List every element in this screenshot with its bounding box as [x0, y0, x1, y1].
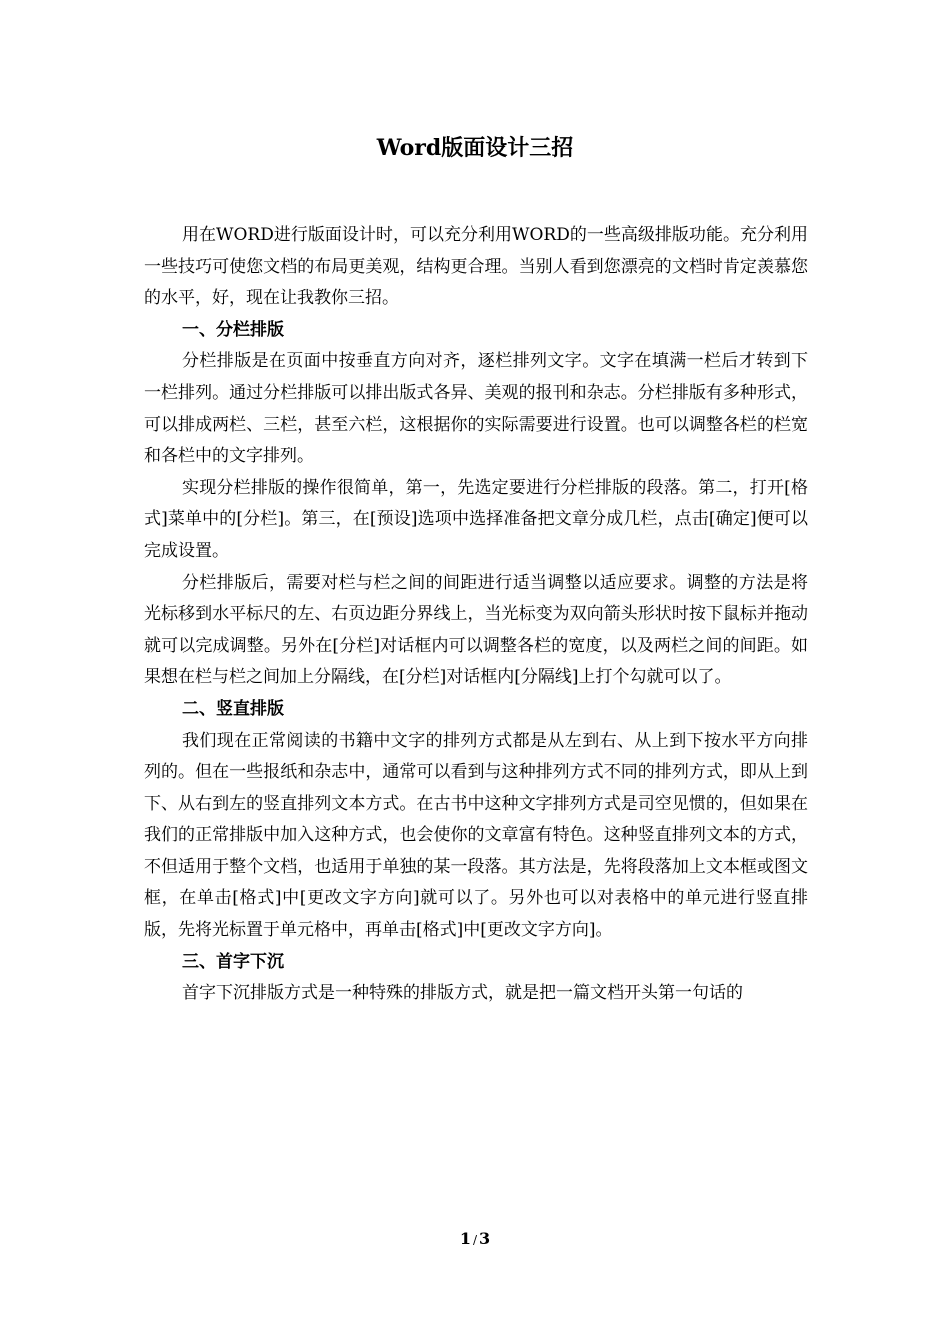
intro-paragraph: 用在WORD进行版面设计时，可以充分利用WORD的一些高级排版功能。充分利用一些技巧可使您文档的布局更美观，结构更合理。当别人看到您漂亮的文档时肯定羡慕您的水平，好，现在让我教你三招。 — [144, 225, 808, 309]
section3-paragraph-1: 首字下沉排版方式是一种特殊的排版方式，就是把一篇文档开头第一句话的 — [182, 983, 743, 1004]
page-separator: / — [472, 1233, 478, 1247]
section1-paragraph-1: 分栏排版是在页面中按垂直方向对齐，逐栏排列文字。文字在填满一栏后才转到下一栏排列。通过分栏排版可以排出版式各异、美观的报刊和杂志。分栏排版有多种形式，可以排成两栏、三栏，甚至六栏，这根据你的实际需要进行设置。也可以调整各栏的栏宽和各栏中的文字排列。 — [144, 351, 808, 467]
section-heading-dropcap: 三、首字下沉 — [182, 951, 284, 972]
document-title: Word版面设计三招 — [376, 135, 574, 161]
section-heading-vertical: 二、竖直排版 — [182, 698, 284, 719]
section1-paragraph-3: 分栏排版后，需要对栏与栏之间的间距进行适当调整以适应要求。调整的方法是将光标移到水平标尺的左、右页边距分界线上，当光标变为双向箭头形状时按下鼠标并拖动就可以完成调整。另外在[分栏]对话框内可以调整各栏的宽度，以及两栏之间的间距。如果想在栏与栏之间加上分隔线，在[分栏]对话框内[分隔线]上打个勾就可以了。 — [144, 572, 808, 688]
current-page-number: 1 — [459, 1229, 471, 1248]
total-pages-number: 3 — [479, 1229, 491, 1248]
section-heading-columns: 一、分栏排版 — [182, 319, 284, 340]
document-body — [144, 220, 808, 1010]
page-number — [0, 1228, 950, 1251]
section2-paragraph-1: 我们现在正常阅读的书籍中文字的排列方式都是从左到右、从上到下按水平方向排列的。但在一些报纸和杂志中，通常可以看到与这种排列方式不同的排列方式，即从上到下、从右到左的竖直排列文本方式。在古书中这种文字排列方式是司空见惯的，但如果在我们的正常排版中加入这种方式，也会使你的文章富有特色。这种竖直排列文本的方式，不但适用于整个文档，也适用于单独的某一段落。其方法是，先将段落加上文本框或图文框，在单击[格式]中[更改文字方向]就可以了。另外也可以对表格中的单元进行竖直排版，先将光标置于单元格中，再单击[格式]中[更改文字方向]。 — [144, 730, 808, 941]
section1-paragraph-2: 实现分栏排版的操作很简单，第一，先选定要进行分栏排版的段落。第二，打开[格式]菜单中的[分栏]。第三，在[预设]选项中选择准备把文章分成几栏，点击[确定]便可以完成设置。 — [144, 477, 808, 561]
